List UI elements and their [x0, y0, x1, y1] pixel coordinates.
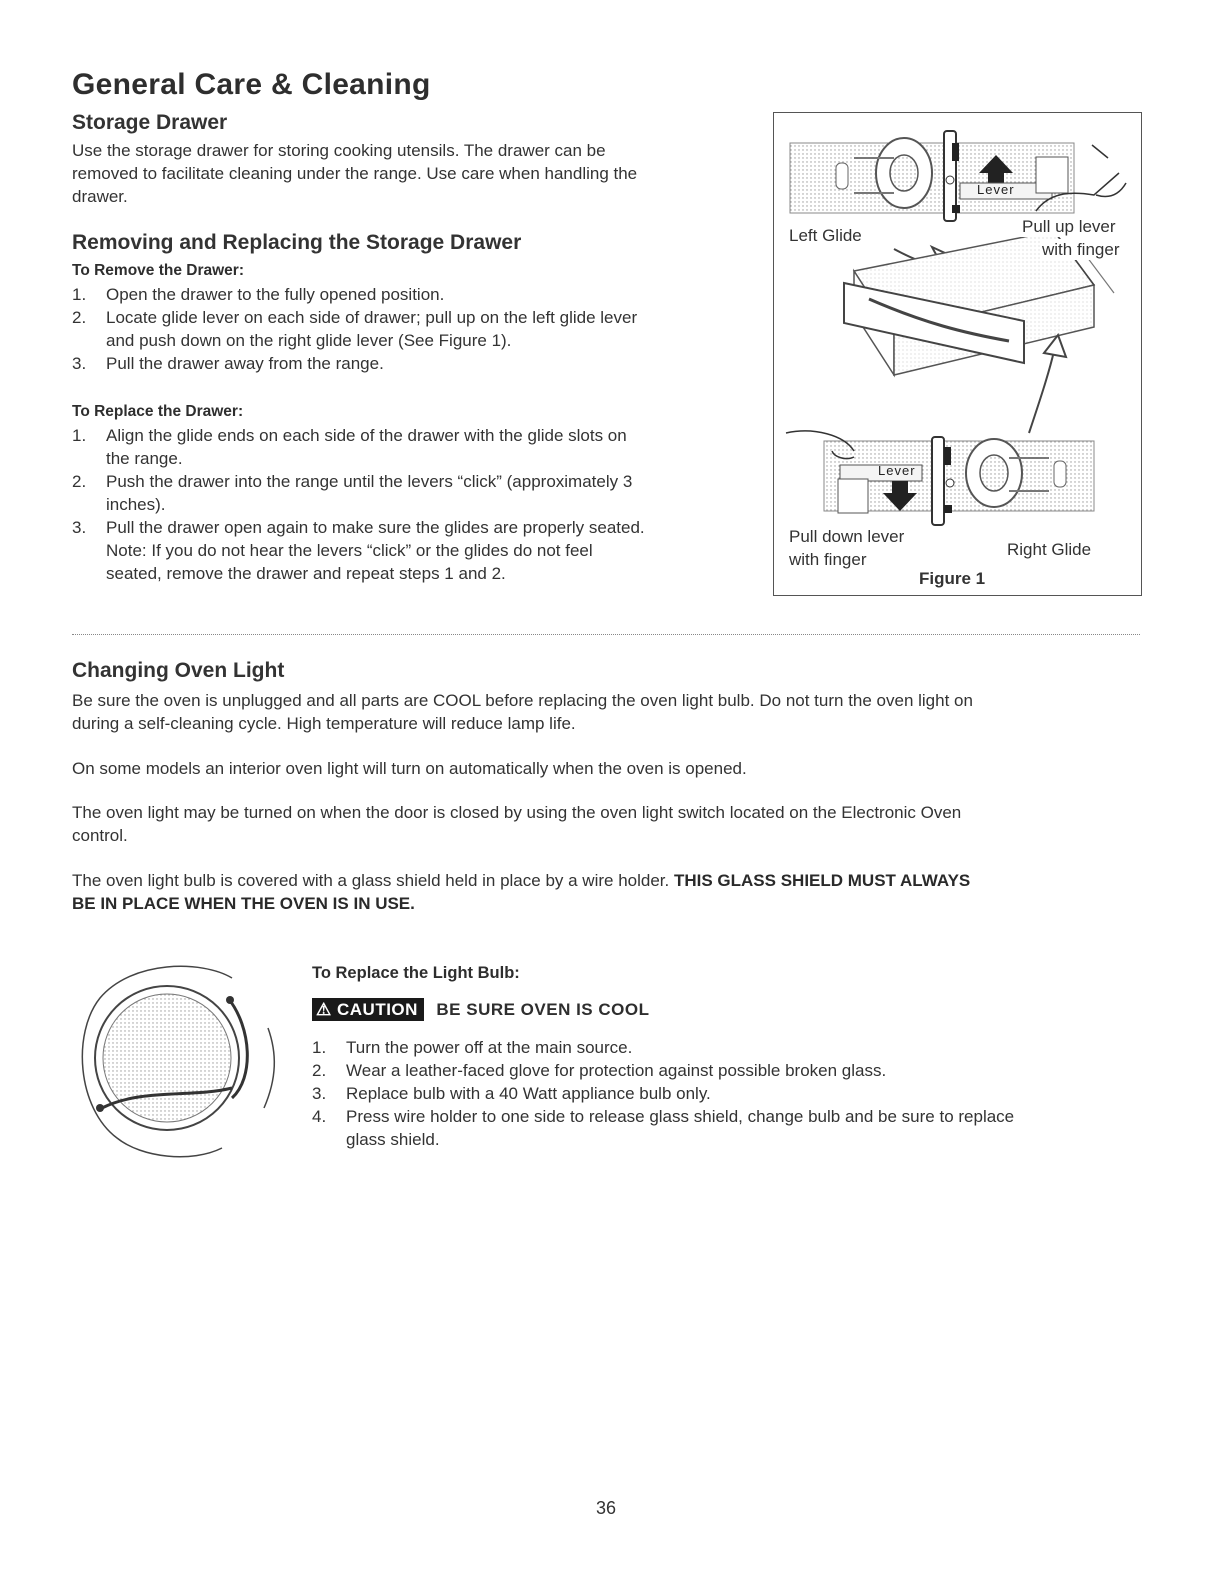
- storage-drawer-heading: Storage Drawer: [72, 111, 228, 134]
- replace-steps: [72, 424, 772, 585]
- para-line: The oven light may be turned on when the door is closed by using the oven light switch located on the Electronic Oven: [72, 803, 962, 822]
- step-line: and push down on the right glide lever (See Figure 1).: [106, 331, 512, 350]
- left-glide-rail: [790, 131, 1126, 221]
- oven-light-heading: Changing Oven Light: [72, 659, 285, 682]
- pull-up-label-2: with finger: [1042, 240, 1120, 259]
- para-line: Be sure the oven is unplugged and all parts are COOL before replacing the oven light bulb. Do not turn the oven light on: [72, 691, 973, 710]
- step-number: 2.: [72, 308, 87, 327]
- remove-subheading: To Remove the Drawer:: [72, 262, 244, 279]
- pull-down-label-1: Pull down lever: [789, 527, 905, 546]
- step-line: inches).: [106, 495, 166, 514]
- step-line: Open the drawer to the fully opened position.: [106, 285, 445, 304]
- step-line: Pull the drawer away from the range.: [106, 354, 384, 373]
- figure-1: [773, 112, 1142, 596]
- para4-warning-a: THIS GLASS SHIELD MUST ALWAYS: [673, 871, 971, 890]
- remove-steps: [72, 283, 762, 375]
- para-line: during a self-cleaning cycle. High temperature will reduce lamp life.: [72, 714, 576, 733]
- list-item: [312, 1082, 1152, 1105]
- list-item: [72, 306, 762, 352]
- section-divider: [72, 634, 1140, 635]
- replace-bulb-subheading: To Replace the Light Bulb:: [312, 964, 520, 982]
- step-number: 3.: [72, 354, 87, 373]
- list-item: [312, 1036, 1152, 1059]
- step-line: glass shield.: [346, 1130, 440, 1149]
- step-line: Note: If you do not hear the levers “click” or the glides do not feel: [106, 541, 593, 560]
- light-bulb-steps: [312, 1036, 1152, 1151]
- intro-line: removed to facilitate cleaning under the range. Use care when handling the: [72, 164, 638, 183]
- step-line: Pull the drawer open again to make sure the glides are properly seated.: [106, 518, 645, 537]
- storage-drawer-intro: [72, 139, 752, 208]
- left-glide-label: Left Glide: [789, 226, 862, 245]
- caution-row: [312, 998, 649, 1021]
- step-line: seated, remove the drawer and repeat steps 1 and 2.: [106, 564, 506, 583]
- pull-up-label-1: Pull up lever: [1022, 217, 1116, 236]
- list-item: [312, 1059, 1152, 1082]
- caution-badge-label: CAUTION: [336, 1000, 418, 1019]
- step-number: 1.: [312, 1038, 327, 1057]
- light-bulb-illustration: [72, 958, 282, 1168]
- step-number: 1.: [72, 426, 87, 445]
- step-number: 4.: [312, 1107, 327, 1126]
- list-item: [72, 516, 772, 585]
- step-number: 2.: [72, 472, 87, 491]
- figure-caption: Figure 1: [919, 569, 986, 588]
- step-number: 3.: [72, 518, 87, 537]
- oven-light-para4: [72, 869, 1162, 915]
- para-line: [72, 869, 1162, 892]
- lever-label-bottom: Lever: [878, 463, 916, 478]
- replace-subheading: To Replace the Drawer:: [72, 403, 244, 420]
- list-item: [312, 1105, 1152, 1151]
- caution-text: BE SURE OVEN IS COOL: [436, 999, 650, 1019]
- pull-down-label-2: with finger: [789, 550, 867, 569]
- step-line: Replace bulb with a 40 Watt appliance bulb only.: [346, 1084, 711, 1103]
- para4-warning-b: BE IN PLACE WHEN THE OVEN IS IN USE.: [72, 894, 415, 913]
- step-number: 3.: [312, 1084, 327, 1103]
- right-glide-rail: [786, 431, 1094, 525]
- step-number: 2.: [312, 1061, 327, 1080]
- step-line: Push the drawer into the range until the levers “click” (approximately 3: [106, 472, 633, 491]
- step-line: Align the glide ends on each side of the drawer with the glide slots on: [106, 426, 627, 445]
- para-line: control.: [72, 826, 128, 845]
- step-line: the range.: [106, 449, 183, 468]
- removing-heading: Removing and Replacing the Storage Drawer: [72, 231, 522, 254]
- list-item: [72, 424, 772, 470]
- page-title: General Care & Cleaning: [72, 68, 431, 101]
- oven-light-para2: On some models an interior oven light will turn on automatically when the oven is opened.: [72, 759, 747, 778]
- page-number: 36: [596, 1498, 617, 1518]
- warning-triangle-icon: ⚠: [316, 1000, 332, 1019]
- lever-label-top: Lever: [977, 182, 1015, 197]
- drawer-illustration: [774, 113, 1141, 595]
- step-line: Press wire holder to one side to release glass shield, change bulb and be sure to replace: [346, 1107, 1015, 1126]
- right-glide-label: Right Glide: [1007, 540, 1092, 559]
- list-item: [72, 352, 762, 375]
- list-item: [72, 283, 762, 306]
- oven-light-para3: [72, 801, 1152, 847]
- step-line: Turn the power off at the main source.: [346, 1038, 633, 1057]
- caution-badge: [312, 998, 424, 1021]
- oven-light-para1: [72, 689, 1152, 735]
- step-line: Wear a leather-faced glove for protection against possible broken glass.: [346, 1061, 887, 1080]
- para4-text: The oven light bulb is covered with a glass shield held in place by a wire holder.: [72, 871, 674, 890]
- list-item: [72, 470, 772, 516]
- step-line: Locate glide lever on each side of drawer; pull up on the left glide lever: [106, 308, 638, 327]
- step-number: 1.: [72, 285, 87, 304]
- intro-line: drawer.: [72, 187, 128, 206]
- intro-line: Use the storage drawer for storing cooking utensils. The drawer can be: [72, 141, 606, 160]
